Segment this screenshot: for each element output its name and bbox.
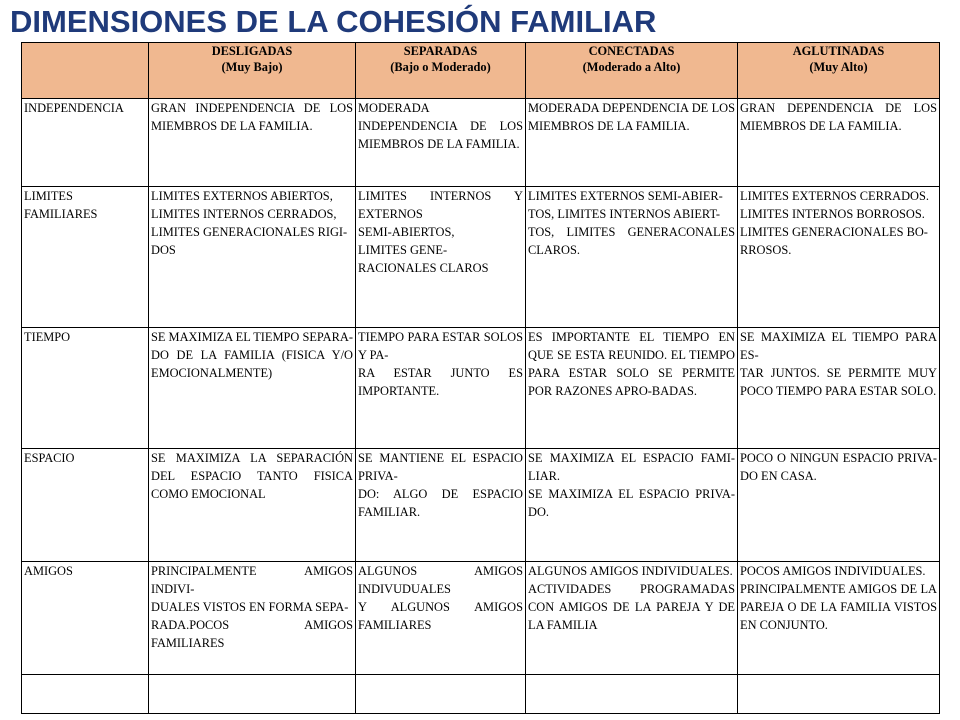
- cohesion-table: [21, 42, 940, 714]
- table-row-amigos: [22, 562, 940, 675]
- cell-line: MODERADA INDEPENDENCIA DE LOS MIEMBROS DE LA FAMILIA.: [358, 101, 523, 151]
- table-row-tiempo: [22, 328, 940, 449]
- cell-line: RACIONALES CLAROS: [358, 261, 489, 275]
- header-separadas: [356, 43, 526, 99]
- table-cell: [356, 328, 526, 449]
- table-cell: [738, 187, 940, 328]
- page-title: DIMENSIONES DE LA COHESIÓN FAMILIAR: [10, 4, 657, 39]
- cell-line: RROSOS.: [740, 243, 792, 257]
- cell-line: SE MANTIENE EL ESPACIO PRIVA-: [358, 451, 523, 483]
- header-row: [22, 43, 940, 99]
- cell-line: RADA.POCOS AMIGOS FAMILIARES: [151, 618, 353, 650]
- cell-line: LIMITES EXTERNOS SEMI-ABIER-: [528, 189, 723, 203]
- cell-line: ACTIVIDADES PROGRAMADAS CON AMIGOS DE LA PAREJA Y DE LA FAMILIA: [528, 582, 735, 632]
- table-cell: [356, 187, 526, 328]
- cell-line: SE MAXIMIZA EL ESPACIO FAMI-LIAR.: [528, 451, 735, 483]
- header-name: AGLUTINADAS: [792, 44, 885, 58]
- row-label: INDEPENDENCIA: [22, 99, 149, 187]
- table-row-espacio: [22, 449, 940, 562]
- table-cell: [149, 562, 356, 675]
- table-cell: [149, 99, 356, 187]
- cell-line: LIMITES INTERNOS BORROSOS.: [740, 207, 925, 221]
- cell-line: SE MAXIMIZA EL TIEMPO SEPARA-: [151, 330, 353, 344]
- cell-line: LIMITES GENERACIONALES BO-: [740, 225, 928, 239]
- cell-line: TIEMPO PARA ESTAR SOLOS Y PA-: [358, 330, 523, 362]
- table-cell: [738, 328, 940, 449]
- header-name: DESLIGADAS: [211, 44, 293, 58]
- cell-line: ES IMPORTANTE EL TIEMPO EN QUE SE ESTA REUNIDO. EL TIEMPO PARA ESTAR SOLO SE PERMITE POR RAZONES APRO-BADAS.: [528, 330, 735, 398]
- cell-line: LIMITES INTERNOS CERRADOS,: [151, 207, 337, 221]
- cell-line: DO: ALGO DE ESPACIO FAMILIAR.: [358, 487, 523, 519]
- table-cell: [356, 449, 526, 562]
- table-cell: [149, 187, 356, 328]
- empty-cell: [738, 675, 940, 714]
- cell-line: DOS: [151, 243, 176, 257]
- cell-line: LIMITES GENERACIONALES RIGI-: [151, 225, 348, 239]
- cell-line: DUALES VISTOS EN FORMA SEPA-: [151, 600, 349, 614]
- cell-line: ALGUNOS AMIGOS INDIVIDUALES.: [528, 564, 733, 578]
- table-row-limites-familiares: [22, 187, 940, 328]
- cell-line: TAR JUNTOS. SE PERMITE MUY POCO TIEMPO PARA ESTAR SOLO.: [740, 366, 937, 398]
- table-row-independencia: [22, 99, 940, 187]
- header-conectadas: [526, 43, 738, 99]
- header-level: (Bajo o Moderado): [390, 60, 491, 74]
- table-cell: [526, 99, 738, 187]
- header-aglutinadas: [738, 43, 940, 99]
- table-row-empty: [22, 675, 940, 714]
- header-corner: [22, 43, 149, 99]
- table-cell: [149, 328, 356, 449]
- cell-line: DO DE LA FAMILIA (FISICA Y/O EMOCIONALMENTE): [151, 348, 353, 380]
- row-label: LIMITES FAMILIARES: [22, 187, 149, 328]
- header-name: SEPARADAS: [403, 44, 478, 58]
- cell-line: POCOS AMIGOS INDIVIDUALES.: [740, 564, 926, 578]
- table-cell: [356, 99, 526, 187]
- table-cell: [738, 449, 940, 562]
- cell-line: GRAN INDEPENDENCIA DE LOS MIEMBROS DE LA FAMILIA.: [151, 101, 353, 133]
- table-cell: [738, 562, 940, 675]
- table-cell: [526, 562, 738, 675]
- header-name: CONECTADAS: [588, 44, 675, 58]
- row-label: ESPACIO: [22, 449, 149, 562]
- cell-line: GRAN DEPENDENCIA DE LOS MIEMBROS DE LA FAMILIA.: [740, 101, 937, 133]
- empty-cell: [149, 675, 356, 714]
- table-cell: [526, 328, 738, 449]
- header-level: (Muy Bajo): [221, 60, 283, 74]
- table-cell: [526, 449, 738, 562]
- cell-line: SE MAXIMIZA EL TIEMPO PARA ES-: [740, 330, 937, 362]
- row-label: AMIGOS: [22, 562, 149, 675]
- cell-line: PRINCIPALMENTE AMIGOS DE LA PAREJA O DE LA FAMILIA VISTOS EN CONJUNTO.: [740, 582, 937, 632]
- cell-line: SE MAXIMIZA LA SEPARACIÓN DEL ESPACIO TANTO FISICA COMO EMOCIONAL: [151, 451, 353, 501]
- cell-line: LIMITES EXTERNOS CERRADOS.: [740, 189, 929, 203]
- cell-line: MODERADA DEPENDENCIA DE LOS MIEMBROS DE LA FAMILIA.: [528, 101, 735, 133]
- header-desligadas: [149, 43, 356, 99]
- table-cell: [526, 187, 738, 328]
- cell-line: LIMITES GENE-: [358, 243, 448, 257]
- table-cell: [356, 562, 526, 675]
- cell-line: RA ESTAR JUNTO ES IMPORTANTE.: [358, 366, 523, 398]
- cell-line: SEMI-ABIERTOS,: [358, 225, 455, 239]
- cell-line: LIMITES EXTERNOS ABIERTOS,: [151, 189, 333, 203]
- cell-line: POCO O NINGUN ESPACIO PRIVA-DO EN CASA.: [740, 451, 937, 483]
- cell-line: SE MAXIMIZA EL ESPACIO PRIVA-DO.: [528, 487, 735, 519]
- cell-line: LIMITES INTERNOS Y EXTERNOS: [358, 189, 523, 221]
- cell-line: TOS, LIMITES INTERNOS ABIERT-: [528, 207, 721, 221]
- row-label: TIEMPO: [22, 328, 149, 449]
- cell-line: PRINCIPALMENTE AMIGOS INDIVI-: [151, 564, 353, 596]
- header-level: (Muy Alto): [809, 60, 868, 74]
- empty-cell: [526, 675, 738, 714]
- table-cell: [149, 449, 356, 562]
- empty-cell: [356, 675, 526, 714]
- table-cell: [738, 99, 940, 187]
- header-level: (Moderado a Alto): [582, 60, 681, 74]
- cell-line: Y ALGUNOS AMIGOS FAMILIARES: [358, 600, 523, 632]
- cell-line: TOS, LIMITES GENERACONALES CLAROS.: [528, 225, 735, 257]
- empty-cell: [22, 675, 149, 714]
- cell-line: ALGUNOS AMIGOS INDIVUDUALES: [358, 564, 523, 596]
